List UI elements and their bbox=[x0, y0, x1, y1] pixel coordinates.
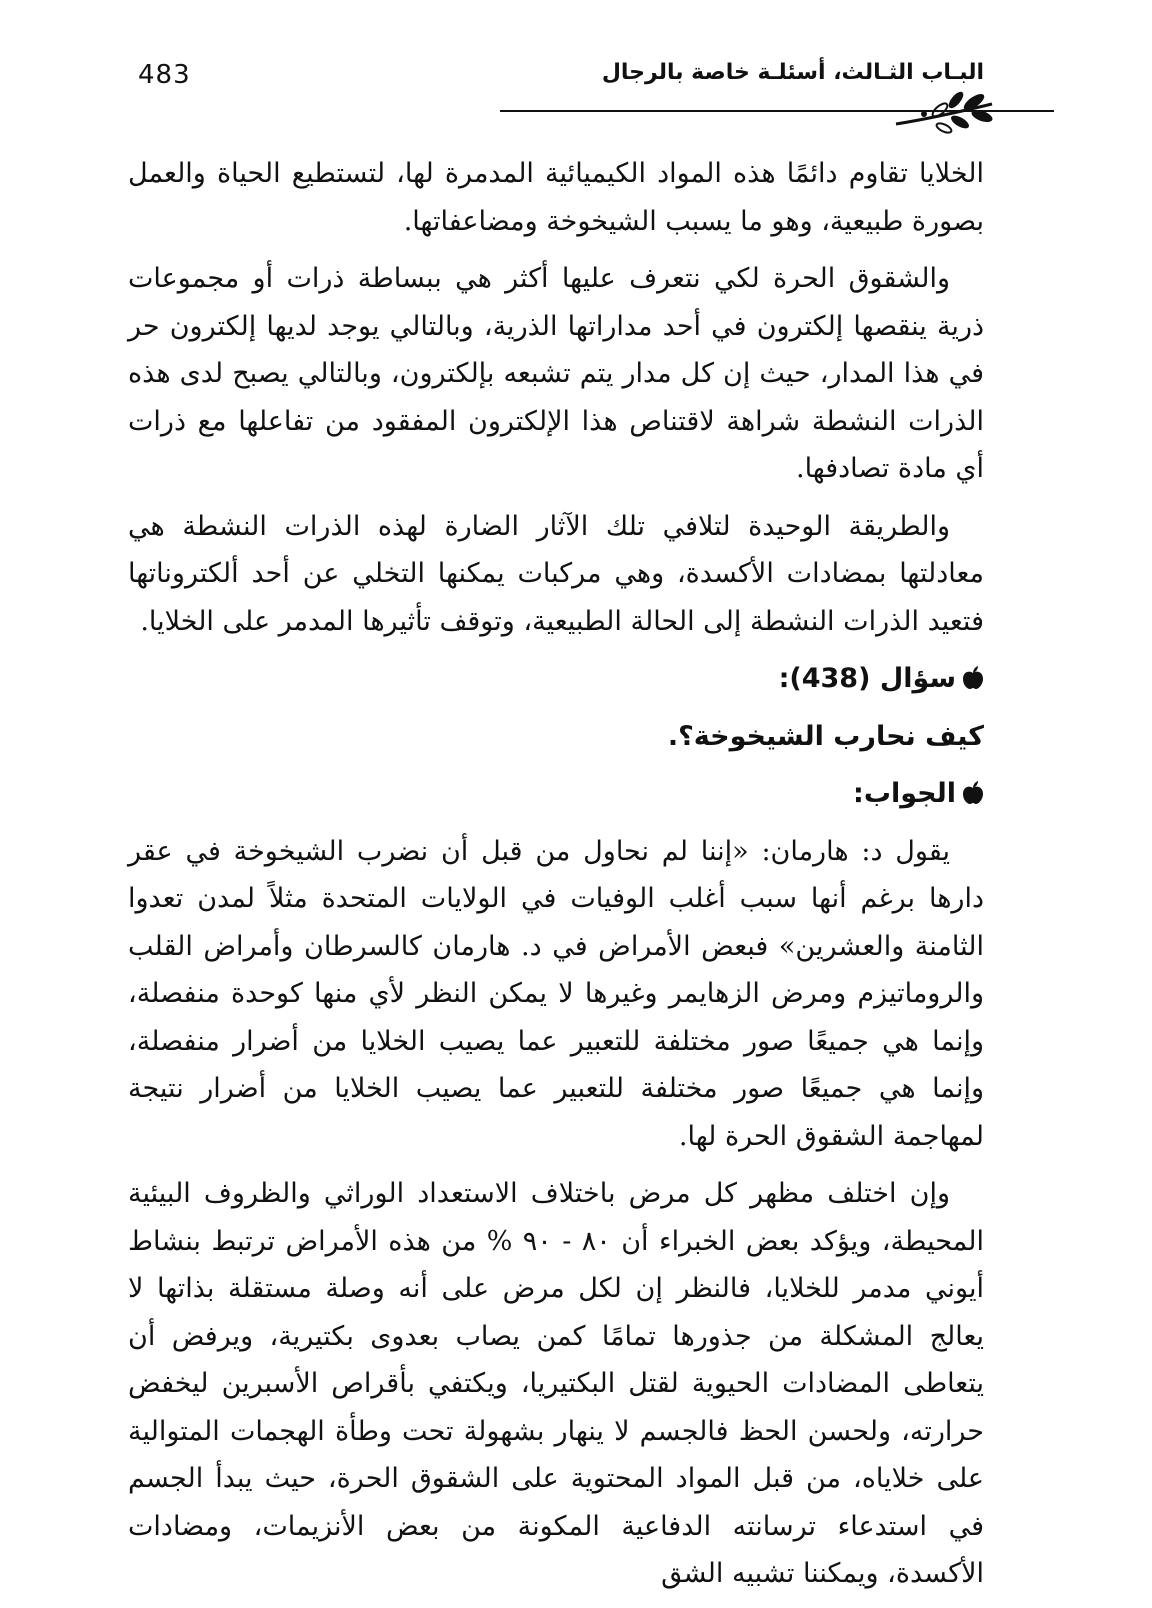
answer-heading bbox=[128, 770, 984, 818]
paragraph-1: الخلايا تقاوم دائمًا هذه المواد الكيميائية المدمرة لها، لتستطيع الحياة والعمل بصورة طبيعية، وهو ما يسبب الشيخوخة ومضاعفاتها. bbox=[128, 158, 984, 237]
question-heading bbox=[128, 655, 984, 703]
leaf-branch-icon bbox=[894, 88, 994, 136]
page-header bbox=[120, 58, 984, 98]
answer-label: الجواب: bbox=[853, 778, 956, 809]
page-number: 483 bbox=[138, 60, 191, 90]
paragraph-4: يقول د: هارمان: «إننا لم نحاول من قبل أن نضرب الشيخوخة في عقر دارها برغم أنها سبب أغلب الوفيات في الولايات المتحدة مثلاً لمدن تعدوا الثامنة والعشرين» فبعض الأمراض في د. هارمان كالسرطان وأمراض القلب والروماتيزم ومرض الزهايمر وغيرها لا يمكن النظر لأي منها كوحدة منفصلة، وإنما هي جميعًا صور مختلفة للتعبير عما يصيب الخلايا من أضرار منفصلة، وإنما هي جميعًا صور مختلفة للتعبير عما يصيب الخلايا من أضرار نتيجة لمهاجمة الشقوق الحرة لها. bbox=[128, 835, 984, 1152]
apple-icon bbox=[962, 666, 984, 690]
paragraph-3: والطريقة الوحيدة لتلافي تلك الآثار الضارة لهذه الذرات النشطة هي معادلتها بمضادات الأكسدة، وهي مركبات يمكنها التخلي عن أحد ألكتروناتها فتعيد الذرات النشطة إلى الحالة الطبيعية، وتوقف تأثيرها المدمر على الخلايا. bbox=[128, 510, 984, 637]
question-text: كيف نحارب الشيخوخة؟. bbox=[667, 720, 984, 752]
question-label: سؤال (438): bbox=[778, 663, 956, 694]
paragraph-5: وإن اختلف مظهر كل مرض باختلاف الاستعداد الوراثي والظروف البيئية المحيطة، ويؤكد بعض الخبراء أن ٨٠ - ٩٠ % من هذه الأمراض ترتبط بنشاط أيوني مدمر للخلايا، فالنظر إن لكل مرض على أنه وصلة مستقلة بذاتها لا يعالج المشكلة من جذورها تمامًا كمن يصاب بعدوى بكتيرية، ويرفض أن يتعاطى المضادات الحيوية لقتل البكتيريا، ويكتفي بأقراص الأسبرين ليخفض حرارته، ولحسن الحظ فالجسم لا ينهار بشهولة تحت وطأة الهجمات المتوالية على خلاياه، من قبل المواد المحتوية على الشقوق الحرة، حيث يبدأ الجسم في استدعاء ترسانته الدفاعية المكونة من بعض الأنزيمات، ومضادات الأكسدة، ويمكننا تشبيه الشق bbox=[128, 1178, 984, 1589]
paragraph-2: والشقوق الحرة لكي نتعرف عليها أكثر هي ببساطة ذرات أو مجموعات ذرية ينقصها إلكترون في أحد مداراتها الذرية، وبالتالي يوجد لديها إلكترون حر في هذا المدار، حيث إن كل مدار يتم تشبعه بإلكترون، وبالتالي يصبح لدى هذه الذرات النشطة شراهة لاقتناص هذا الإلكترون المفقود من تفاعلها مع ذرات أي مادة تصادفها. bbox=[128, 263, 984, 484]
page-body bbox=[128, 150, 984, 1608]
apple-icon bbox=[962, 781, 984, 805]
running-title: البـاب الثـالث، أسئلـة خاصة بالرجال bbox=[601, 60, 984, 85]
